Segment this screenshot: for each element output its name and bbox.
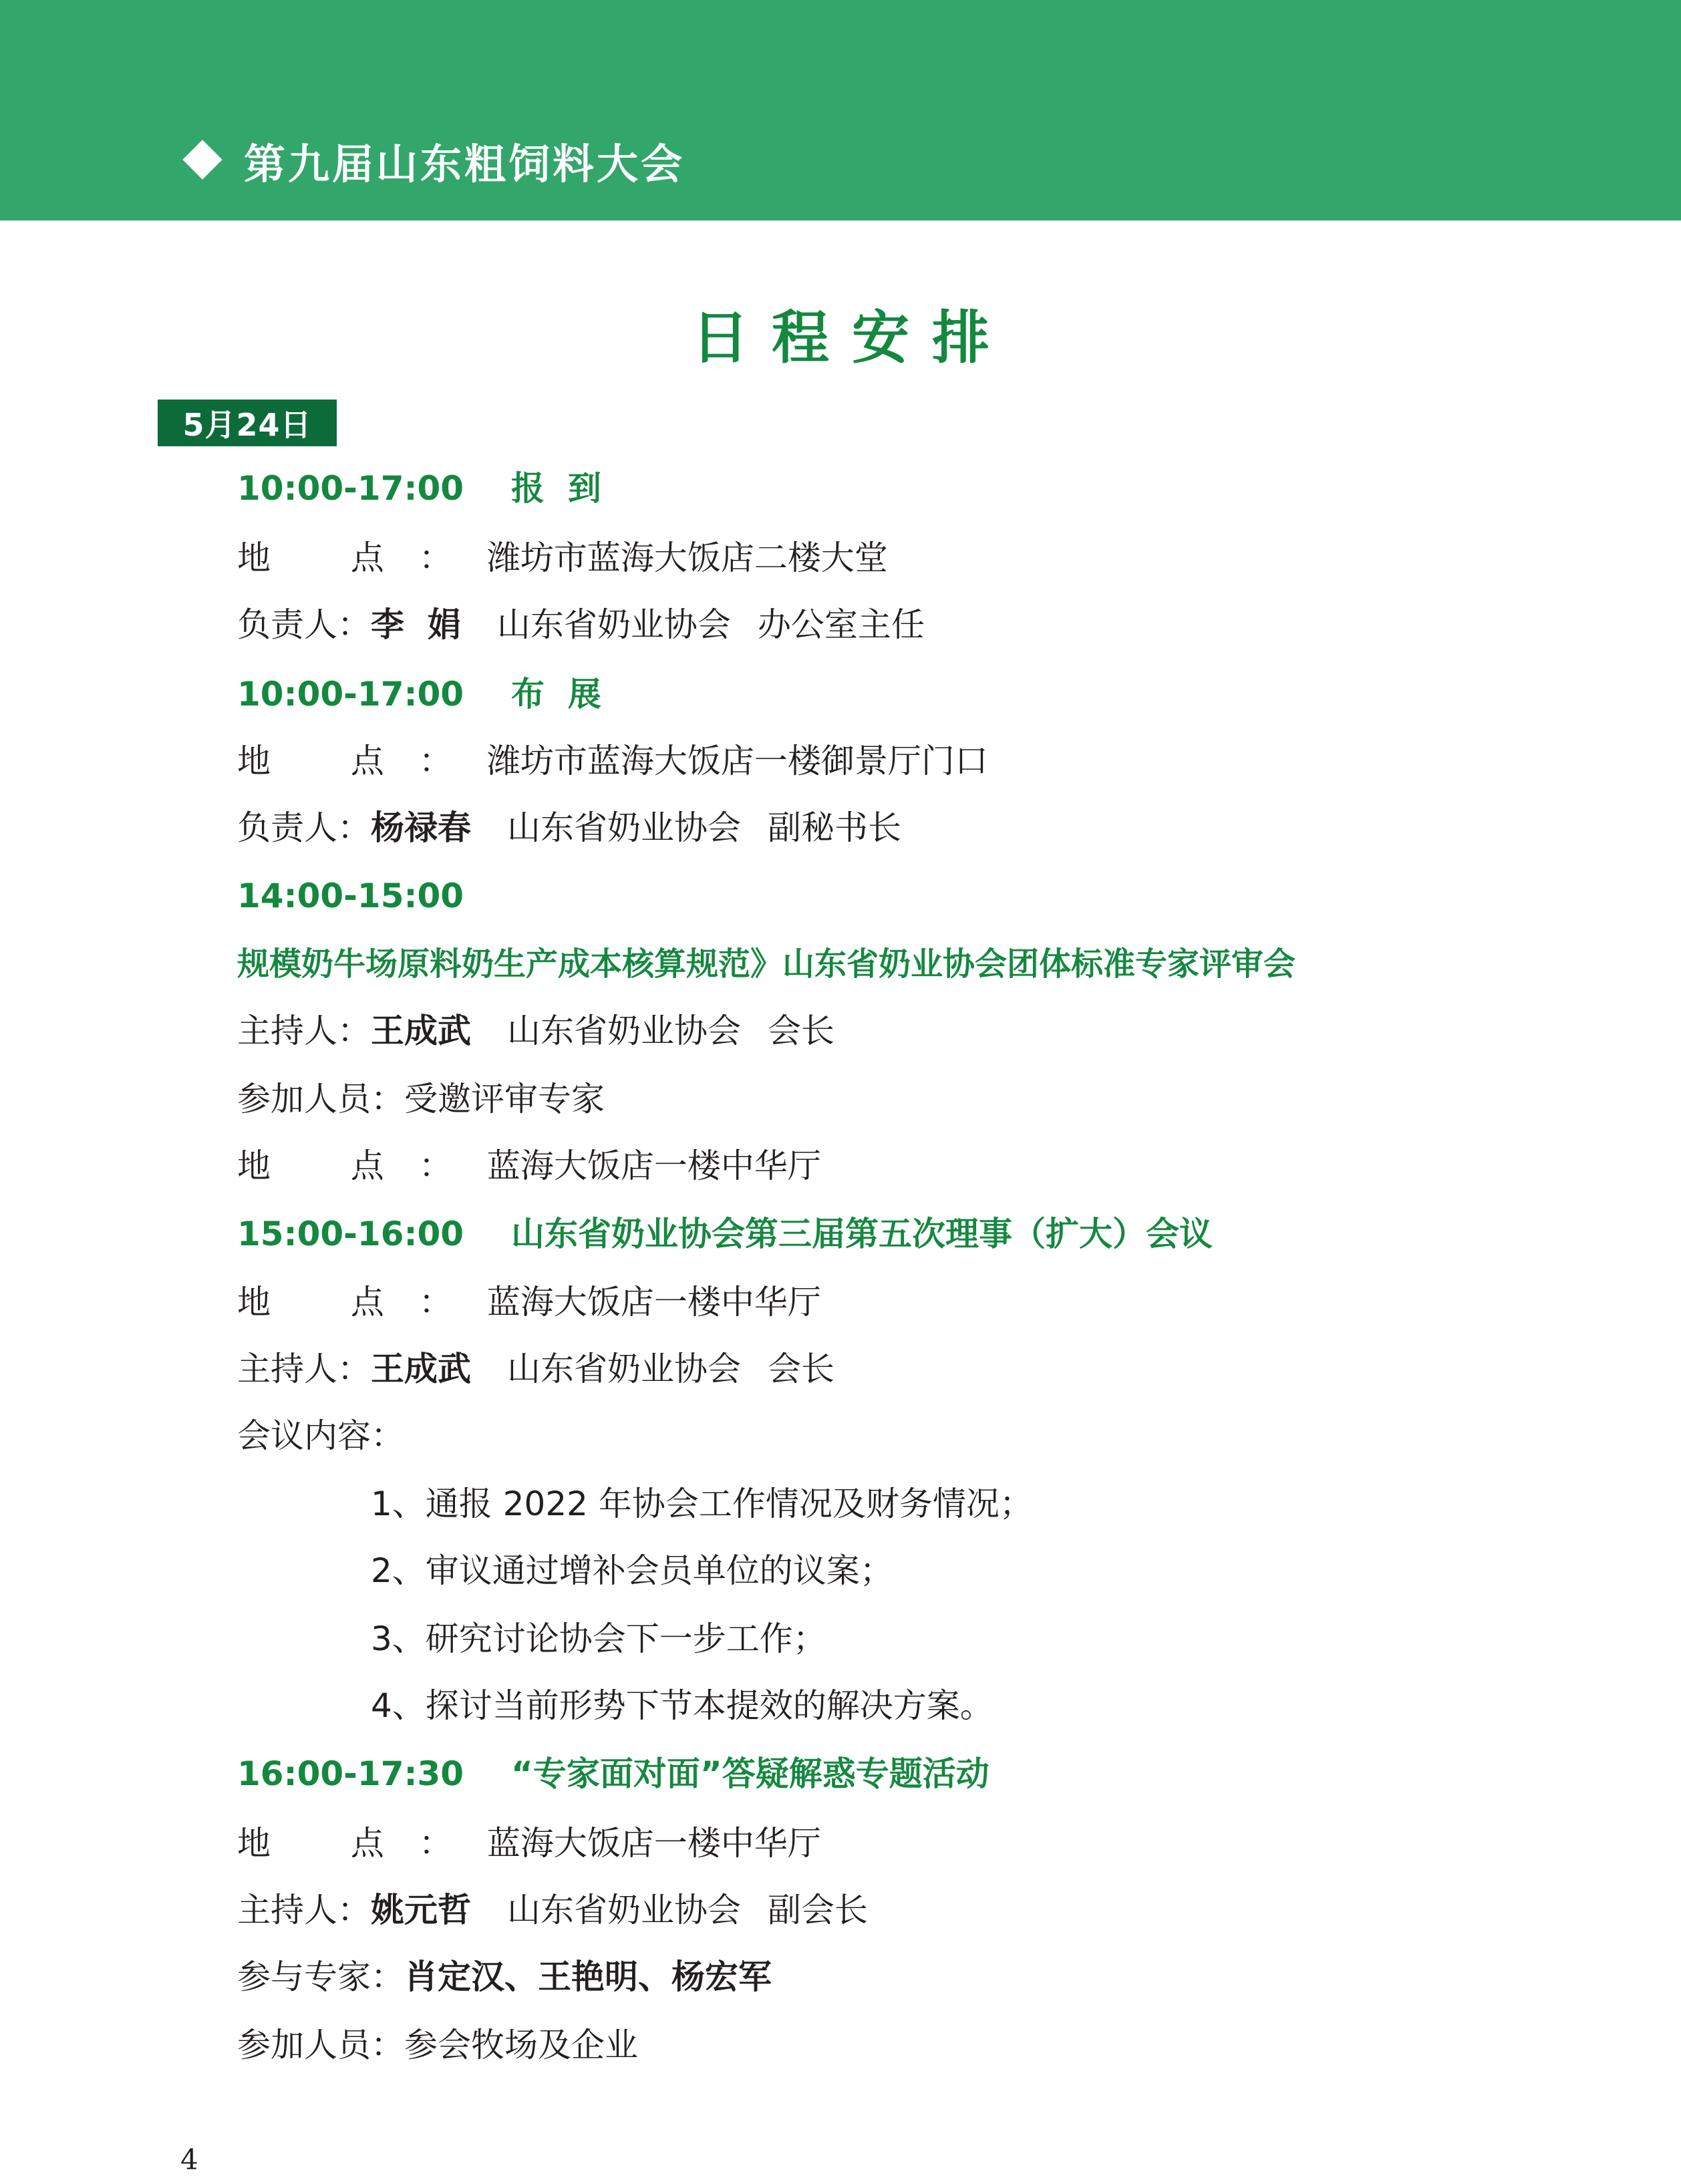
page-title: 日程安排 bbox=[692, 305, 1012, 371]
session-title: 山东省奶业协会第三届第五次理事（扩大）会议 bbox=[511, 1215, 1213, 1253]
diamond-icon bbox=[182, 140, 222, 179]
location-label: 地 点： bbox=[237, 742, 487, 780]
header-banner bbox=[0, 0, 1681, 220]
role: 会长 bbox=[768, 1011, 834, 1050]
participants-row bbox=[237, 2022, 638, 2068]
agenda-item: 2、审议通过增补会员单位的议案； bbox=[371, 1551, 893, 1590]
session-title: 规模奶牛场原料奶生产成本核算规范》山东省奶业协会团体标准专家评审会 bbox=[237, 945, 1296, 983]
session-time: 16:00-17:30 bbox=[237, 1754, 464, 1793]
location-label: 地 点： bbox=[237, 1283, 487, 1321]
host-name: 姚元哲 bbox=[371, 1891, 471, 1929]
host-name: 王成武 bbox=[371, 1011, 471, 1050]
person-name: 杨禄春 bbox=[371, 808, 471, 847]
person-label: 负责人： bbox=[237, 808, 371, 847]
host-label: 主持人： bbox=[237, 1011, 371, 1050]
location-row bbox=[237, 1820, 821, 1867]
page-number: 4 bbox=[180, 2143, 198, 2176]
host-label: 主持人： bbox=[237, 1891, 371, 1929]
person-name: 李 娟 bbox=[371, 605, 461, 644]
session-header bbox=[237, 671, 601, 718]
location-value: 潍坊市蓝海大饭店二楼大堂 bbox=[486, 538, 888, 577]
organization: 山东省奶业协会 bbox=[507, 1011, 741, 1050]
role: 副秘书长 bbox=[768, 808, 901, 847]
location-row bbox=[237, 1142, 821, 1189]
conference-title: 第九届山东粗饲料大会 bbox=[244, 140, 685, 188]
location-row bbox=[237, 1279, 821, 1325]
person-label: 负责人： bbox=[237, 605, 371, 644]
session-header bbox=[237, 1750, 989, 1797]
location-row bbox=[237, 738, 988, 784]
session-title: “专家面对面”答疑解惑专题活动 bbox=[511, 1754, 989, 1793]
role: 会长 bbox=[768, 1350, 834, 1388]
location-value: 蓝海大饭店一楼中华厅 bbox=[486, 1824, 821, 1863]
organization: 山东省奶业协会 bbox=[507, 808, 741, 847]
session-title: 报 到 bbox=[511, 469, 601, 508]
agenda-item: 3、研究讨论协会下一步工作； bbox=[371, 1619, 826, 1658]
location-value: 蓝海大饭店一楼中华厅 bbox=[486, 1283, 821, 1321]
date-badge: 5月24日 bbox=[158, 400, 337, 446]
role: 办公室主任 bbox=[757, 605, 925, 644]
person-row bbox=[237, 804, 901, 851]
host-row bbox=[237, 1346, 834, 1392]
role: 副会长 bbox=[768, 1891, 868, 1929]
experts-names: 肖定汉、王艳明、杨宏军 bbox=[404, 1958, 772, 1996]
participants-label: 参加人员： bbox=[237, 1080, 404, 1118]
organization: 山东省奶业协会 bbox=[507, 1350, 741, 1388]
host-label: 主持人： bbox=[237, 1350, 371, 1388]
experts-label: 参与专家： bbox=[237, 1958, 404, 1996]
location-label: 地 点： bbox=[237, 1146, 487, 1185]
session-header bbox=[237, 1211, 1213, 1257]
content-label: 会议内容： bbox=[237, 1416, 404, 1455]
location-label: 地 点： bbox=[237, 1824, 487, 1863]
host-row bbox=[237, 1887, 868, 1933]
host-row bbox=[237, 1007, 834, 1054]
host-name: 王成武 bbox=[371, 1350, 471, 1388]
agenda-item: 4、探讨当前形势下节本提效的解决方案。 bbox=[371, 1686, 994, 1725]
participants-row bbox=[237, 1076, 605, 1122]
session-title: 布 展 bbox=[511, 675, 601, 714]
session-time: 10:00-17:00 bbox=[237, 469, 464, 508]
agenda-item: 1、通报 2022 年协会工作情况及财务情况； bbox=[371, 1485, 1033, 1523]
participants-value: 参会牧场及企业 bbox=[404, 2026, 638, 2064]
participants-label: 参加人员： bbox=[237, 2026, 404, 2064]
location-value: 蓝海大饭店一楼中华厅 bbox=[486, 1146, 821, 1185]
session-time: 14:00-15:00 bbox=[237, 877, 464, 915]
person-row bbox=[237, 601, 925, 648]
experts-row bbox=[237, 1954, 772, 2000]
location-value: 潍坊市蓝海大饭店一楼御景厅门口 bbox=[486, 742, 988, 780]
organization: 山东省奶业协会 bbox=[496, 605, 731, 644]
session-header bbox=[237, 465, 601, 512]
location-label: 地 点： bbox=[237, 538, 487, 577]
session-time: 15:00-16:00 bbox=[237, 1215, 464, 1253]
organization: 山东省奶业协会 bbox=[507, 1891, 741, 1929]
participants-value: 受邀评审专家 bbox=[404, 1080, 605, 1118]
location-row bbox=[237, 534, 888, 581]
session-time: 10:00-17:00 bbox=[237, 675, 464, 714]
